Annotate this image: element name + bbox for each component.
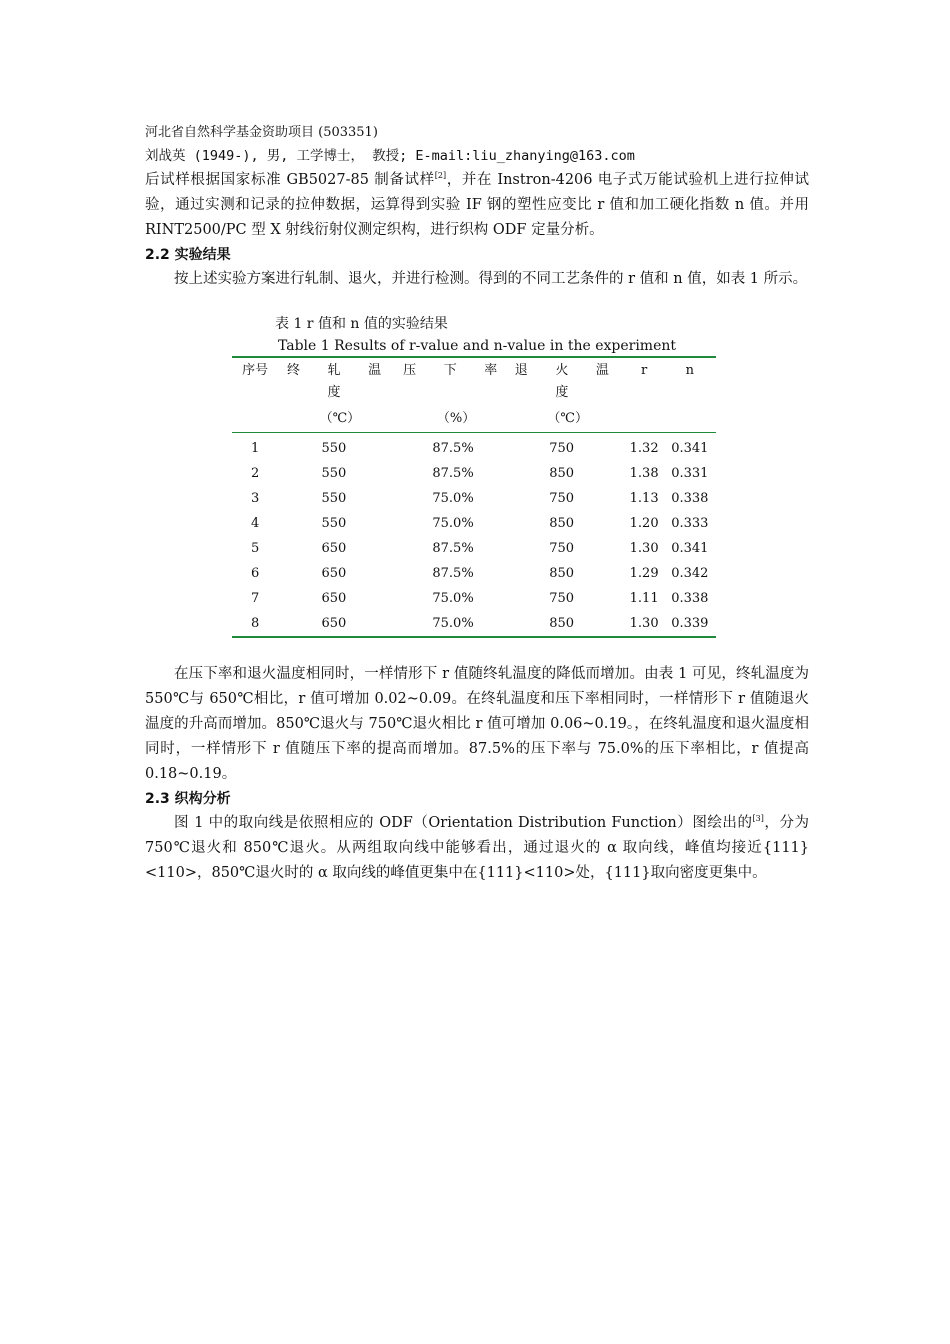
table-body [232,433,716,638]
table-row [232,561,716,586]
table-row [232,586,716,611]
table-cell: 550 [321,516,347,531]
table-cell: 0.331 [671,466,709,481]
table-cell: 1.11 [629,591,659,606]
texture-text-a: 图 1 中的取向线是依照相应的 ODF（Orientation Distribution Function）图绘出的 [174,815,753,831]
citation-2: [2] [434,171,447,181]
table-cell: 650 [321,541,347,556]
table-cell: 75.0% [432,591,474,606]
table-cell: 1.30 [629,541,659,556]
table-cell: 750 [549,591,575,606]
table-caption-en: Table 1 Results of r-value and n-value in the experiment [278,338,676,354]
table-caption-cn: 表 1 r 值和 n 值的实验结果 [275,316,448,332]
table-cell: 5 [251,541,260,556]
table-row [232,433,716,462]
table-cell: 75.0% [432,516,474,531]
section-2-3-heading: 2.3 织构分析 [145,791,231,807]
table-row [232,511,716,536]
table-cell: 1.20 [629,516,659,531]
table-cell: 87.5% [432,566,474,581]
unit-anneal-temp: （℃） [511,406,625,433]
table-cell: 0.338 [671,491,709,506]
table-cell: 0.342 [671,566,709,581]
table-cell: 8 [251,616,260,631]
header-index: 序号 [242,363,269,378]
table-row [232,486,716,511]
table-cell: 1.32 [629,441,659,456]
header-anneal-temp: 退 火 温 度 [514,363,621,400]
unit-reduction: （%） [401,406,510,433]
intro-paragraph [145,168,809,243]
table-cell: 2 [251,466,260,481]
section-2-3-paragraph [145,811,809,886]
table-cell: 850 [549,466,575,481]
table-header-row [232,357,716,406]
table-cell: 1 [251,441,260,456]
table-cell: 850 [549,616,575,631]
unit-finish-temp: （℃） [278,406,401,433]
table-cell: 0.341 [671,441,709,456]
table-cell: 850 [549,516,575,531]
citation-3: [3] [752,814,764,824]
intro-text-b: ，并在 Instron-4206 电子式万能试验机上进行拉伸试验，通过实测和记录的拉伸数据，运算得到实验 IF 钢的塑性应变比 r 值和加工硬化指数 n 值。并用 RINT2500/PC 型 X 射线衍射仪测定织构，进行织构 ODF 定量分析。 [145,172,809,238]
table-cell: 750 [549,541,575,556]
table-cell: 75.0% [432,491,474,506]
table-cell: 87.5% [432,466,474,481]
page-content [145,122,809,886]
table-cell: 4 [251,516,260,531]
table-cell: 550 [321,491,347,506]
table-cell: 0.338 [671,591,709,606]
table-cell: 1.30 [629,616,659,631]
header-n: n [685,363,694,378]
table-cell: 650 [321,616,347,631]
intro-text-a: 后试样根据国家标准 GB5027-85 制备试样 [145,172,435,188]
table-cell: 0.333 [671,516,709,531]
author-footnote: 刘战英 (1949-), 男, 工学博士， 教授; E-mail:liu_zhanying@163.com [145,148,635,164]
table-cell: 550 [321,466,347,481]
table-cell: 0.339 [671,616,709,631]
table-cell: 750 [549,491,575,506]
results-table [232,356,716,638]
table-cell: 1.29 [629,566,659,581]
header-r: r [641,363,648,378]
table-cell: 650 [321,591,347,606]
table-cell: 75.0% [432,616,474,631]
table-row [232,536,716,561]
table-row [232,461,716,486]
table-cell: 0.341 [671,541,709,556]
header-finish-temp: 终 轧 温 度 [287,363,393,400]
table-cell: 650 [321,566,347,581]
texture-text-b: ，分为 750℃退火和 850℃退火。从两组取向线中能够看出，通过退火的 α 取向线，峰值均接近{111}<110>，850℃退火时的 α 取向线的峰值更集中在{111}<110>处，{111}取向密度更集中。 [145,815,809,881]
results-paragraph: 在压下率和退火温度相同时，一样情形下 r 值随终轧温度的降低而增加。由表 1 可见，终轧温度为 550℃与 650℃相比，r 值可增加 0.02~0.09。在终轧温度和压下率相同时，一样情形下 r 值随退火温度的升高而增加。850℃退火与 750℃退火相比 r 值可增加 0.06~0.19。，在终轧温度和退火温度相同时，一样情形下 r 值随压下率的提高而增加。87.5%的压下率与 75.0%的压下率相比，r 值提高 0.18~0.19。 [145,666,809,782]
table-row [232,611,716,637]
fund-footnote: 河北省自然科学基金资助项目 (503351) [145,125,378,140]
table-cell: 850 [549,566,575,581]
section-2-2-heading: 2.2 实验结果 [145,247,231,263]
section-2-2-paragraph: 按上述实验方案进行轧制、退火，并进行检测。得到的不同工艺条件的 r 值和 n 值，如表 1 所示。 [174,271,808,287]
table-cell: 87.5% [432,541,474,556]
table-cell: 6 [251,566,260,581]
table-unit-row [232,406,716,433]
table-cell: 550 [321,441,347,456]
table-cell: 750 [549,441,575,456]
table-cell: 3 [251,491,260,506]
table-cell: 7 [251,591,260,606]
table-cell: 1.38 [629,466,659,481]
table-cell: 1.13 [629,491,659,506]
table-cell: 87.5% [432,441,474,456]
header-reduction: 压 下 率 [403,363,509,378]
